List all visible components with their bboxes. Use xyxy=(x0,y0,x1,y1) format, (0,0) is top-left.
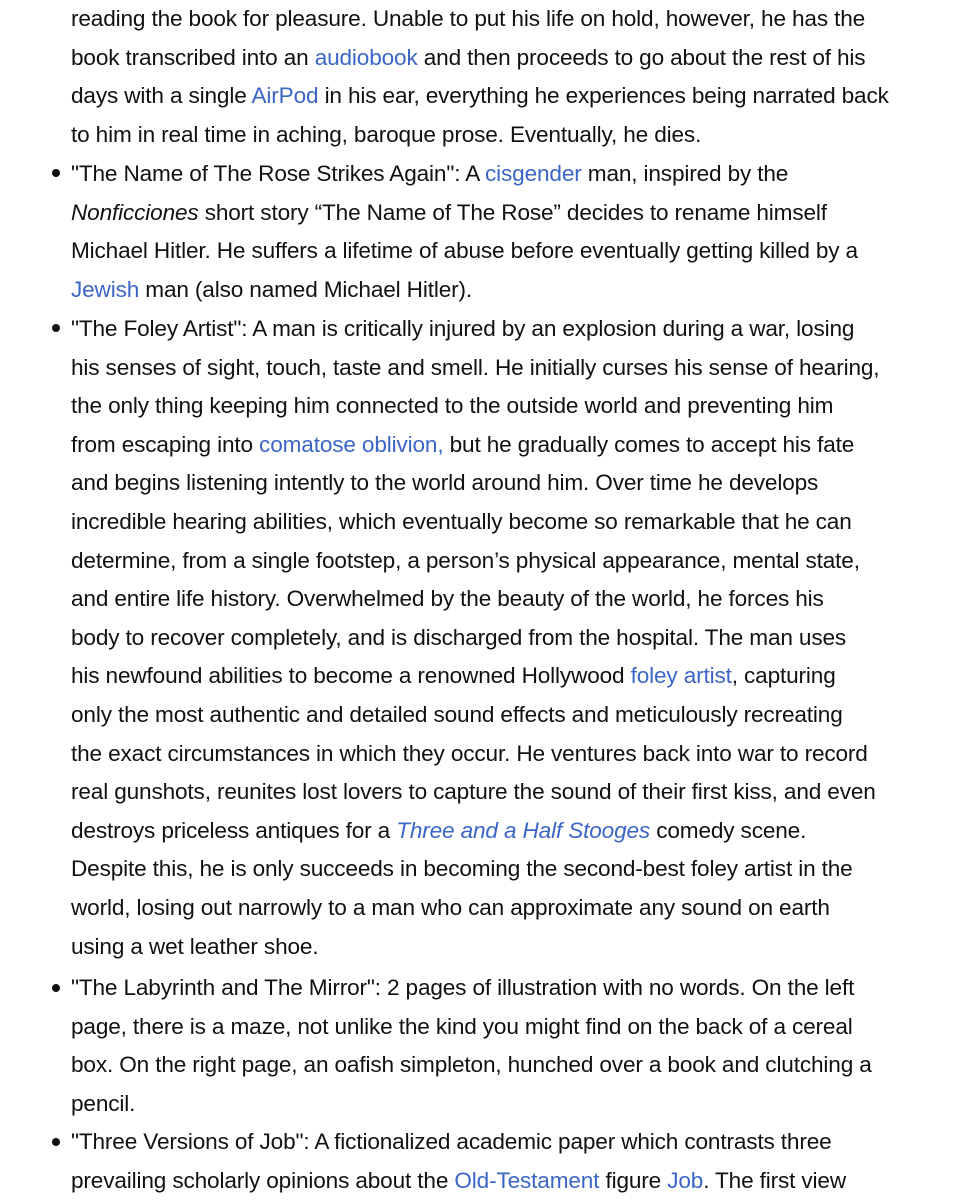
text-segment: the only thing keeping him connected to the outside world and preventing him xyxy=(71,393,834,419)
text-line xyxy=(71,580,951,619)
text-line xyxy=(71,116,951,155)
text-line xyxy=(71,77,951,116)
text-line xyxy=(71,812,951,851)
text-segment: book transcribed into an xyxy=(71,44,315,70)
text-segment: "Three Versions of Job": A fictionalized academic paper which contrasts three xyxy=(71,1129,832,1154)
list-item-three-versions-of-job xyxy=(71,1123,951,1200)
link-job[interactable]: Job xyxy=(667,1167,704,1193)
text-line xyxy=(71,1008,951,1047)
text-segment: his senses of sight, touch, taste and smell. He initially curses his sense of hearing, xyxy=(71,354,880,380)
text-segment: determine, from a single footstep, a person’s physical appearance, mental state, xyxy=(71,547,860,573)
text-segment: and begins listening intently to the world around him. Over time he develops xyxy=(71,470,819,496)
text-line xyxy=(71,0,951,39)
text-segment: short story “The Name of The Rose” decides to rename himself xyxy=(198,199,827,225)
text-line xyxy=(71,39,951,78)
text-line xyxy=(71,657,951,696)
text-segment: page, there is a maze, not unlike the kind you might find on the back of a cereal xyxy=(71,1013,853,1039)
italic-text: Nonficciones xyxy=(71,199,199,225)
bullet-dot xyxy=(52,169,60,177)
text-line xyxy=(71,271,951,310)
text-segment: incredible hearing abilities, which eventually become so remarkable that he can xyxy=(71,508,852,534)
link-audiobook[interactable]: audiobook xyxy=(314,44,418,70)
text-segment: and entire life history. Overwhelmed by the beauty of the world, he forces his xyxy=(71,586,824,612)
text-segment: the exact circumstances in which they occur. He ventures back into war to record xyxy=(71,740,868,766)
text-segment: . The first view xyxy=(703,1167,847,1193)
text-line xyxy=(71,619,951,658)
bullet-dot xyxy=(52,324,60,332)
text-segment: "The Foley Artist": A man is critically injured by an explosion during a war, losing xyxy=(71,316,855,341)
text-segment: days with a single xyxy=(71,83,252,109)
text-segment: using a wet leather shoe. xyxy=(71,933,319,959)
text-line xyxy=(71,696,951,735)
link-foley-artist[interactable]: foley artist xyxy=(630,663,732,689)
text-line xyxy=(71,349,951,388)
text-segment: only the most authentic and detailed sound effects and meticulously recreating xyxy=(71,701,843,727)
text-segment: in his ear, everything he experiences being narrated back xyxy=(318,83,889,109)
text-segment: , capturing xyxy=(731,663,836,689)
text-line xyxy=(71,155,951,194)
text-line xyxy=(71,232,951,271)
link-jewish[interactable]: Jewish xyxy=(71,276,140,302)
text-line xyxy=(71,426,951,465)
list-item-name-of-the-rose xyxy=(71,155,951,309)
text-segment: to him in real time in aching, baroque prose. Eventually, he dies. xyxy=(71,121,702,147)
link-three-and-a-half-stooges[interactable]: Three and a Half Stooges xyxy=(396,817,651,843)
text-line xyxy=(71,1046,951,1085)
text-segment: box. On the right page, an oafish simpleton, hunched over a book and clutching a xyxy=(71,1052,872,1078)
link-comatose-oblivion[interactable]: comatose oblivion, xyxy=(259,431,444,457)
text-segment: comedy scene. xyxy=(650,817,807,843)
text-segment: world, losing out narrowly to a man who can approximate any sound on earth xyxy=(71,894,830,920)
text-line xyxy=(71,310,951,349)
text-line xyxy=(71,1085,951,1124)
continuation-paragraph xyxy=(71,0,951,154)
link-cisgender[interactable]: cisgender xyxy=(485,161,582,186)
text-line xyxy=(71,387,951,426)
text-line xyxy=(71,850,951,889)
text-line xyxy=(71,889,951,928)
text-line xyxy=(71,1123,951,1162)
text-segment: real gunshots, reunites lost lovers to capture the sound of their first kiss, and even xyxy=(71,779,876,805)
list-item-foley-artist xyxy=(71,310,951,966)
text-segment: and then proceeds to go about the rest of his xyxy=(417,44,866,70)
list-item-labyrinth-and-mirror xyxy=(71,969,951,1123)
bullet-dot xyxy=(52,1138,60,1146)
text-segment: "The Labyrinth and The Mirror": 2 pages of illustration with no words. On the left xyxy=(71,975,855,1000)
text-segment: figure xyxy=(599,1167,668,1193)
text-segment: from escaping into xyxy=(71,431,260,457)
text-segment: man (also named Michael Hitler). xyxy=(139,276,472,302)
link-airpod[interactable]: AirPod xyxy=(251,83,319,109)
text-segment: body to recover completely, and is discharged from the hospital. The man uses xyxy=(71,624,847,650)
text-line xyxy=(71,194,951,233)
text-segment: pencil. xyxy=(71,1090,136,1116)
text-line xyxy=(71,503,951,542)
text-segment: Despite this, he is only succeeds in becoming the second-best foley artist in the xyxy=(71,856,853,882)
text-segment: destroys priceless antiques for a xyxy=(71,817,397,843)
text-segment: prevailing scholarly opinions about the xyxy=(71,1167,455,1193)
text-line xyxy=(71,1162,951,1200)
text-segment: "The Name of The Rose Strikes Again": A xyxy=(71,161,486,186)
text-line xyxy=(71,773,951,812)
text-line xyxy=(71,542,951,581)
text-line xyxy=(71,928,951,967)
text-segment: reading the book for pleasure. Unable to put his life on hold, however, he has the xyxy=(71,6,866,31)
text-line xyxy=(71,735,951,774)
text-segment: man, inspired by the xyxy=(581,161,789,186)
text-segment: Michael Hitler. He suffers a lifetime of abuse before eventually getting killed by a xyxy=(71,238,858,264)
bullet-dot xyxy=(52,984,60,992)
text-line xyxy=(71,464,951,503)
text-line xyxy=(71,969,951,1008)
text-segment: but he gradually comes to accept his fate xyxy=(443,431,855,457)
link-old-testament[interactable]: Old-Testament xyxy=(454,1167,600,1193)
text-segment: his newfound abilities to become a renowned Hollywood xyxy=(71,663,631,689)
